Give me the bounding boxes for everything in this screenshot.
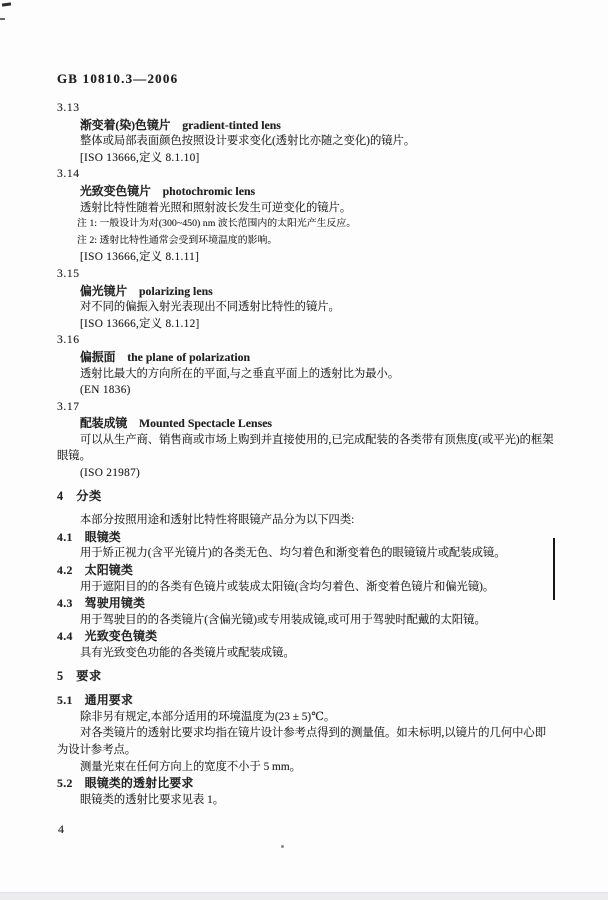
doc-line-note: 注 2: 透射比特性通常会受到环境温度的影响。 [77, 234, 278, 246]
doc-line-term: 偏振面 the plane of polarization [80, 349, 251, 364]
document-body [57, 100, 562, 808]
doc-line-body: 整体或局部表面颜色按照设计要求变化(透射比亦随之变化)的镜片。 [80, 135, 416, 148]
doc-line-h2: 4.1 眼镜类 [57, 529, 122, 544]
doc-line-body: 眼镜类的透射比要求见表 1。 [80, 793, 225, 806]
scan-artifact-mark [2, 2, 11, 6]
doc-line-body: 对不同的偏振入射光表现出不同透射比特性的镜片。 [80, 301, 340, 314]
doc-line-body: 用于矫正视力(含平光镜片)的各类无色、均匀着色和渐变着色的眼镜镜片或配装成镜。 [80, 547, 506, 560]
doc-line-cont: 为设计参考点。 [57, 743, 137, 756]
doc-line-ref: (EN 1836) [80, 384, 131, 397]
doc-line-h2: 5.1 通用要求 [57, 693, 134, 708]
doc-line-h1: 5 要求 [57, 668, 102, 683]
scan-artifact-mark [0, 18, 5, 20]
doc-line-ref: [ISO 13666,定义 8.1.10] [80, 151, 200, 164]
doc-line-num: 3.17 [57, 399, 80, 413]
scan-artifact-dot [281, 845, 284, 848]
doc-line-body: 对各类镜片的透射比要求均指在镜片设计参考点得到的测量值。如未标明,以镜片的几何中心即 [80, 727, 547, 740]
doc-line-term: 配装成镜 Mounted Spectacle Lenses [80, 416, 273, 431]
doc-line-h2: 4.3 驾驶用镜类 [57, 596, 146, 611]
doc-line-h2: 5.2 眼镜类的透射比要求 [57, 776, 194, 791]
doc-line-h2: 4.4 光致变色镜类 [57, 629, 158, 644]
doc-line-num: 3.16 [57, 333, 80, 347]
doc-line-body: 本部分按照用途和透射比特性将眼镜产品分为以下四类: [80, 514, 355, 527]
doc-line-ref: [ISO 13666,定义 8.1.12] [80, 317, 200, 330]
doc-line-note: 注 1: 一般设计为对(300~450) nm 波长范围内的太阳光产生反应。 [77, 218, 357, 230]
doc-line-h1: 4 分类 [57, 488, 102, 503]
doc-line-body: 透射比特性随着光照和照射波长发生可逆变化的镜片。 [80, 201, 352, 214]
doc-line-num: 3.15 [57, 266, 80, 280]
doc-line-body: 可以从生产商、销售商或市场上购到并直接使用的,已完成配装的各类带有顶焦度(或平光)的框架 [80, 433, 554, 446]
doc-line-body: 除非另有规定,本部分适用的环境温度为(23 ± 5)℃。 [80, 710, 336, 723]
doc-line-num: 3.14 [57, 167, 80, 181]
doc-line-ref: (ISO 21987) [80, 467, 141, 480]
doc-line-term: 光致变色镜片 photochromic lens [80, 183, 256, 198]
doc-line-h2: 4.2 太阳镜类 [57, 563, 134, 578]
document-content [57, 70, 562, 808]
doc-line-term: 渐变着(染)色镜片 gradient-tinted lens [80, 117, 281, 132]
scan-edge-band [0, 892, 608, 900]
standard-number-header: GB 10810.3—2006 [57, 71, 179, 86]
doc-line-cont: 眼镜。 [57, 450, 91, 463]
doc-line-body: 用于驾驶目的的各类镜片(含偏光镜)或专用装成镜,或可用于驾驶时配戴的太阳镜。 [80, 613, 486, 626]
page-number: 4 [58, 822, 64, 836]
doc-line-ref: [ISO 13666,定义 8.1.11] [80, 251, 200, 264]
doc-line-body: 测量光束在任何方向上的宽度不小于 5 mm。 [80, 760, 301, 773]
doc-line-body: 用于遮阳目的的各类有色镜片或装成太阳镜(含均匀着色、渐变着色镜片和偏光镜)。 [80, 580, 495, 593]
doc-line-body: 透射比最大的方向所在的平面,与之垂直平面上的透射比为最小。 [80, 367, 400, 380]
doc-line-term: 偏光镜片 polarizing lens [80, 283, 213, 298]
doc-line-body: 具有光致变色功能的各类镜片或配装成镜。 [80, 647, 295, 659]
doc-line-num: 3.13 [57, 101, 80, 114]
